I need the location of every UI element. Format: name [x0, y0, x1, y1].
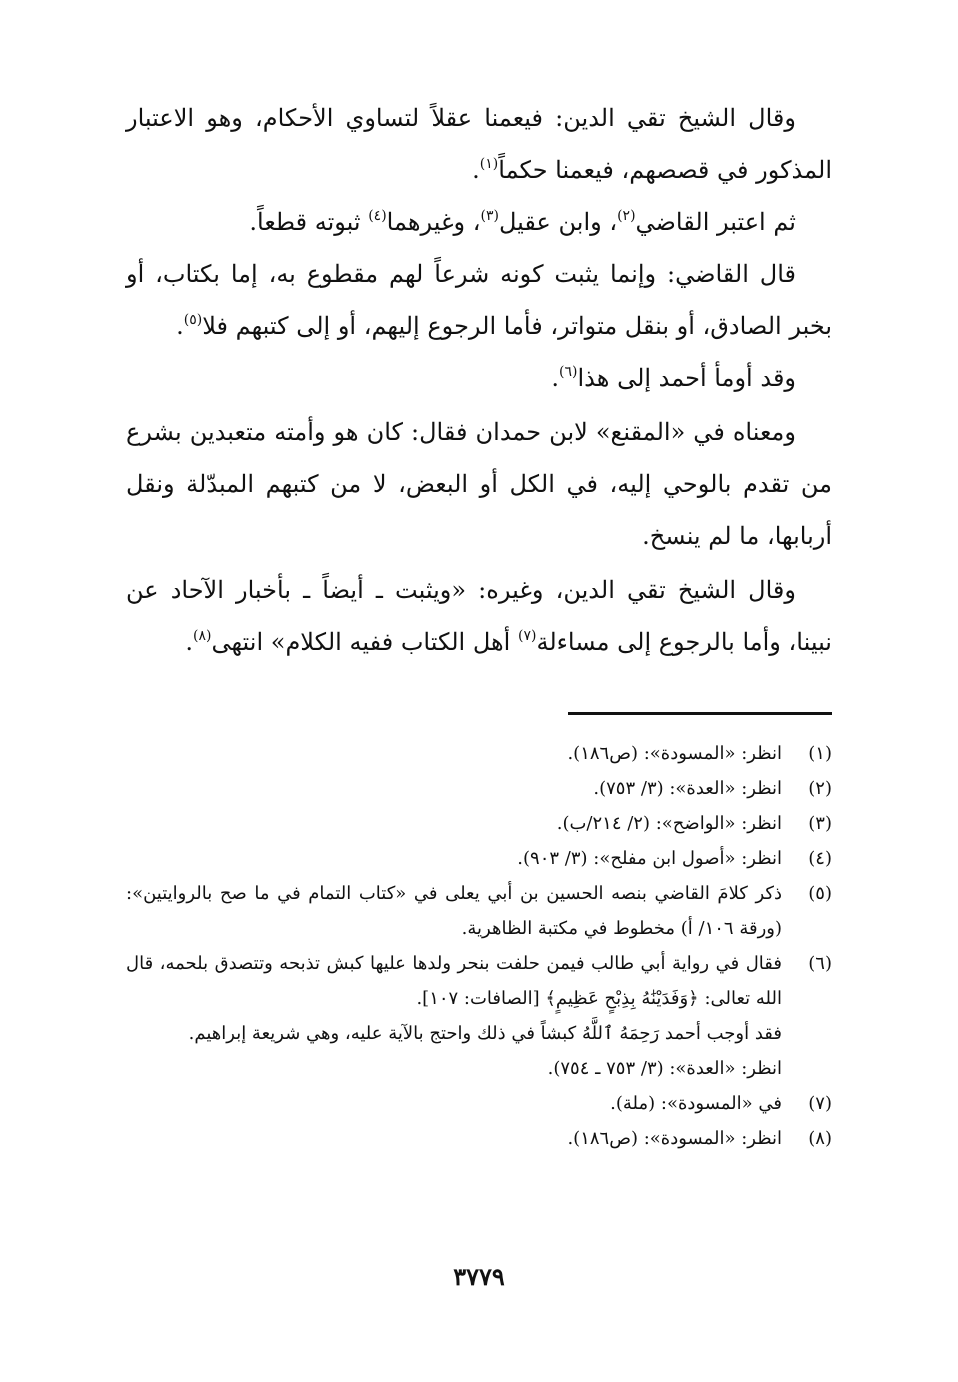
footnote-number: (٥) [808, 883, 832, 904]
paragraph-text: وقال الشيخ تقي الدين، وغيره: «ويثبت ـ أيضاً ـ بأخبار الآحاد عن نبينا، وأما بالرجوع إلى مساءلة [126, 576, 832, 656]
paragraph-text: قال القاضي: وإنما يثبت كونه شرعاً لهم مقطوع به، إما بكتاب، أو بخبر الصادق، أو بنقل متواتر، فأما الرجوع إليهم، أو إلى كتبهم فلا [126, 260, 832, 340]
footnote-ref[interactable]: (٣) [480, 208, 499, 224]
paragraph [126, 248, 832, 352]
paragraph-text: ، وابن عقيل [498, 208, 618, 236]
footnote-text [126, 946, 782, 1086]
paragraph-text: وقد أومأ أحمد إلى هذا [577, 364, 796, 392]
paragraph-end: . [551, 364, 560, 392]
footnote-ref[interactable]: (٤) [368, 208, 387, 224]
footnote-line: ذكر كلامَ القاضي بنصه الحسين بن أبي يعلى في «كتاب التمام في ما صح بالروايتين»: (ورقة ١٠٦/ أ) مخطوط في مكتبة الظاهرية. [126, 883, 782, 939]
paragraph [126, 196, 832, 248]
footnote-ref[interactable]: (٢) [617, 208, 636, 224]
footnote [126, 876, 832, 946]
footnote-number: (٢) [808, 778, 832, 799]
footnote-number: (٦) [808, 953, 832, 974]
footnote-ref[interactable]: (٨) [193, 628, 212, 644]
footnote-text [126, 736, 782, 771]
paragraph-text: ومعناه في «المقنع» لابن حمدان فقال: كان هو وأمته متعبدين بشرع من تقدم بالوحي إليه، في الكل أو البعض، لا من كتبهم المبدّلة ونقل أربابها، ما لم ينسخ. [126, 418, 832, 550]
footnote-text [126, 806, 782, 841]
footnote [126, 841, 832, 876]
paragraph [126, 406, 832, 562]
footnote-line: انظر: «العدة»: (٣/ ٧٥٣ ـ ٧٥٤). [547, 1058, 782, 1079]
footnote-line: فقد أوجب أحمد رَحِمَهُ ٱللَّهُ كبشاً في ذلك واحتج بالآية عليه، وهي شريعة إبراهيم. [188, 1023, 782, 1044]
footnote-separator [568, 712, 832, 715]
footnote-text [126, 1086, 782, 1121]
footnote-text [126, 841, 782, 876]
paragraph-text: أهل الكتاب ففيه الكلام» انتهى [211, 628, 518, 656]
footnote [126, 806, 832, 841]
footnote-line: انظر: «المسودة»: (ص١٨٦). [567, 1128, 782, 1149]
footnote-number: (٨) [808, 1128, 832, 1149]
footnote-text [126, 1121, 782, 1156]
paragraph-end: . [185, 628, 193, 656]
footnote-text [126, 876, 782, 946]
footnote [126, 1121, 832, 1156]
footnote [126, 736, 832, 771]
footnote [126, 771, 832, 806]
paragraph [126, 564, 832, 668]
footnotes [126, 736, 832, 1156]
footnote-number: (٧) [808, 1093, 832, 1114]
footnote-line: انظر: «المسودة»: (ص١٨٦). [567, 743, 782, 764]
footnote-number: (٣) [808, 813, 832, 834]
footnote-line: انظر: «العدة»: (٣/ ٧٥٣). [593, 778, 782, 799]
footnote-ref[interactable]: (٧) [517, 628, 537, 644]
paragraph [126, 92, 832, 196]
footnote-ref[interactable]: (٦) [559, 364, 578, 380]
main-text [126, 92, 832, 668]
footnote-line: في «المسودة»: (ملة). [610, 1093, 782, 1114]
paragraph-text: ، وغيرهما [386, 208, 481, 236]
footnote [126, 946, 832, 1086]
footnote-ref[interactable]: (٥) [183, 312, 203, 328]
footnote-text [126, 771, 782, 806]
footnote-line: انظر: «أصول ابن مفلح»: (٣/ ٩٠٣). [517, 848, 782, 869]
footnote-line: فقال في رواية أبي طالب فيمن حلفت بنحر ولدها عليها كبش تذبحه وتتصدق بلحمه، قال الله تعالى: ﴿وَفَدَيْنَٰهُ بِذِبْحٍ عَظِيمٍ﴾ [الصافات: ١٠٧]. [126, 953, 782, 1009]
paragraph-text: ثبوته قطعاً. [249, 208, 369, 236]
paragraph-text: ثم اعتبر القاضي [635, 208, 796, 236]
footnote-ref[interactable]: (١) [479, 156, 499, 172]
footnote [126, 1086, 832, 1121]
footnote-line: انظر: «الواضح»: (٢/ ٢١٤/ب). [556, 813, 782, 834]
paragraph-text: وقال الشيخ تقي الدين: فيعمنا عقلاً لتساوي الأحكام، وهو الاعتبار المذكور في قصصهم، فيعمنا حكماً [126, 104, 832, 184]
paragraph-end: . [176, 312, 184, 340]
paragraph [126, 352, 832, 404]
paragraph-end: . [472, 156, 480, 184]
footnote-number: (١) [808, 743, 832, 764]
footnote-number: (٤) [808, 848, 832, 869]
page-number: ٣٧٧٩ [453, 1262, 505, 1291]
